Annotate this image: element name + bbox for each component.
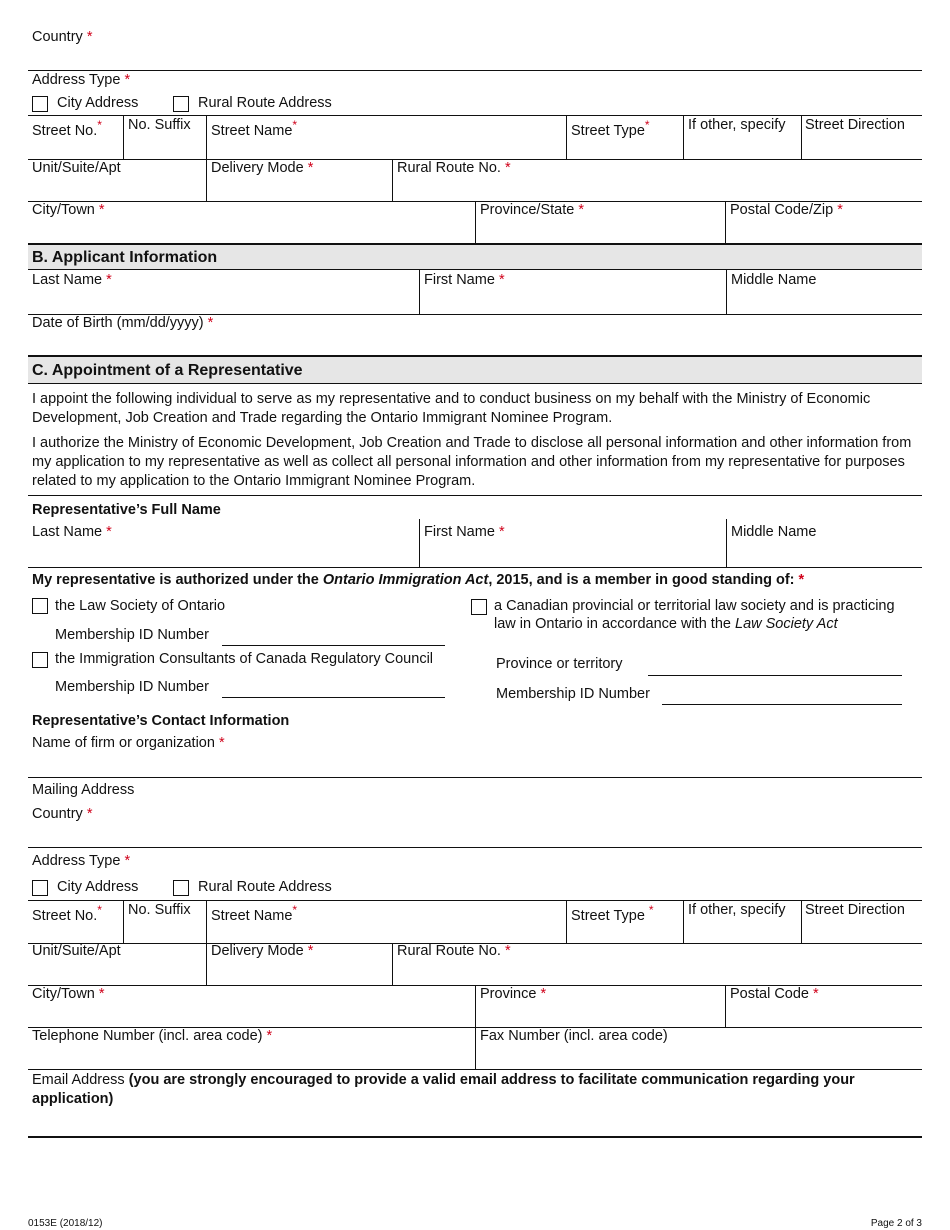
- divider: [392, 159, 393, 201]
- fax-input[interactable]: [480, 1047, 922, 1067]
- divider: [392, 943, 393, 985]
- membership-id-label: Membership ID Number: [496, 686, 650, 702]
- telephone-input[interactable]: [32, 1047, 474, 1067]
- street-no-input[interactable]: [32, 137, 124, 157]
- divider: [801, 900, 802, 943]
- rep-address-type-label: Address Type *: [32, 853, 131, 869]
- rep-unit-label: Unit/Suite/Apt: [32, 943, 121, 959]
- address-type-label: Address Type *: [32, 72, 131, 88]
- country-label: Country *: [32, 29, 93, 45]
- street-direction-label: Street Direction: [805, 117, 905, 133]
- appointment-paragraph: I appoint the following individual to serve as my representative and to conduct business on my behalf with the Ministry of Economic Development, Job Creation and Trade regarding the Ontario Immigrant Nominee Program.: [32, 391, 871, 426]
- divider: [419, 270, 420, 314]
- membership-id-label: Membership ID Number: [55, 627, 209, 643]
- rep-rural-route-address-checkbox[interactable]: [173, 880, 189, 896]
- rep-province-label: Province *: [480, 986, 547, 1002]
- divider: [28, 70, 922, 71]
- divider: [28, 567, 922, 568]
- divider: [566, 115, 567, 159]
- street-no-label: Street No.*: [32, 118, 102, 139]
- section-b-header: B. Applicant Information: [28, 243, 922, 270]
- rep-city-address-label: City Address: [57, 879, 139, 895]
- province-territory-line[interactable]: [648, 675, 902, 676]
- street-name-input[interactable]: [211, 137, 565, 157]
- if-other-label: If other, specify: [688, 117, 786, 133]
- divider: [28, 115, 922, 116]
- rep-contact-heading: Representative’s Contact Information: [32, 713, 290, 729]
- telephone-label: Telephone Number (incl. area code) *: [32, 1028, 273, 1044]
- divider: [725, 985, 726, 1027]
- iccrc-checkbox[interactable]: [32, 652, 48, 668]
- firm-name-label: Name of firm or organization *: [32, 735, 225, 751]
- rep-postal-code-label: Postal Code *: [730, 986, 819, 1002]
- rural-route-address-checkbox[interactable]: [173, 96, 189, 112]
- form-code: 0153E (2018/12): [28, 1218, 103, 1229]
- canadian-law-membership-id-line[interactable]: [662, 704, 902, 705]
- city-address-checkbox[interactable]: [32, 96, 48, 112]
- law-society-ontario-label: the Law Society of Ontario: [55, 598, 226, 614]
- iccrc-label: the Immigration Consultants of Canada Regulatory Council: [55, 651, 434, 667]
- divider: [725, 201, 726, 243]
- rep-full-name-heading: Representative’s Full Name: [32, 502, 221, 518]
- authorization-statement: My representative is authorized under the Ontario Immigration Act, 2015, and is a member in good standing of: *: [32, 572, 805, 588]
- rural-route-address-label: Rural Route Address: [198, 95, 332, 111]
- email-input[interactable]: [32, 1112, 916, 1134]
- rep-delivery-mode-label: Delivery Mode *: [211, 943, 314, 959]
- rep-middle-name-label: Middle Name: [731, 524, 817, 540]
- divider: [123, 900, 124, 943]
- dob-input[interactable]: [32, 334, 336, 354]
- page-number: Page 2 of 3: [870, 1218, 922, 1229]
- membership-id-label: Membership ID Number: [55, 679, 209, 695]
- rep-street-type-label: Street Type *: [571, 903, 654, 924]
- delivery-mode-label: Delivery Mode *: [211, 160, 314, 176]
- rep-first-name-label: First Name *: [424, 524, 505, 540]
- rep-country-input[interactable]: [32, 825, 916, 845]
- firm-name-input[interactable]: [32, 754, 916, 774]
- divider: [683, 900, 684, 943]
- fax-label: Fax Number (incl. area code): [480, 1028, 668, 1044]
- applicant-first-name-label: First Name *: [424, 272, 505, 288]
- rep-city-address-checkbox[interactable]: [32, 880, 48, 896]
- divider: [206, 115, 207, 201]
- rep-rural-route-address-label: Rural Route Address: [198, 879, 332, 895]
- dob-label: Date of Birth (mm/dd/yyyy) *: [32, 315, 214, 331]
- city-town-label: City/Town *: [32, 202, 105, 218]
- rural-route-no-label: Rural Route No. *: [397, 160, 511, 176]
- divider: [419, 519, 420, 567]
- canadian-law-society-checkbox[interactable]: [471, 599, 487, 615]
- divider: [801, 115, 802, 159]
- canadian-law-society-label: a Canadian provincial or territorial law society and is practicing law in Ontario in accordance with the Law Society Act: [494, 598, 895, 632]
- divider: [683, 115, 684, 159]
- divider: [28, 495, 922, 496]
- divider: [726, 519, 727, 567]
- street-name-label: Street Name*: [211, 118, 298, 139]
- rep-if-other-label: If other, specify: [688, 902, 786, 918]
- rep-city-town-label: City/Town *: [32, 986, 105, 1002]
- country-input[interactable]: [32, 48, 916, 70]
- divider: [475, 201, 476, 243]
- form-page: [28, 0, 922, 1230]
- province-state-label: Province/State *: [480, 202, 584, 218]
- iccrc-membership-id-line[interactable]: [222, 697, 445, 698]
- rep-no-suffix-label: No. Suffix: [128, 902, 191, 918]
- rep-street-no-label: Street No.*: [32, 903, 102, 924]
- divider: [726, 270, 727, 314]
- law-society-membership-id-line[interactable]: [222, 645, 445, 646]
- rep-street-name-label: Street Name*: [211, 903, 298, 924]
- section-c-header: C. Appointment of a Representative: [28, 355, 922, 384]
- divider: [28, 847, 922, 848]
- rep-country-label: Country *: [32, 806, 93, 822]
- divider: [28, 900, 922, 901]
- email-label: Email Address (you are strongly encouraged to provide a valid email address to facilitate communication regarding your application): [32, 1072, 855, 1107]
- applicant-middle-name-label: Middle Name: [731, 272, 817, 288]
- street-type-label: Street Type*: [571, 118, 650, 139]
- divider: [566, 900, 567, 943]
- unit-label: Unit/Suite/Apt: [32, 160, 121, 176]
- applicant-last-name-label: Last Name *: [32, 272, 112, 288]
- divider: [28, 777, 922, 778]
- rep-rural-route-no-label: Rural Route No. *: [397, 943, 511, 959]
- divider: [28, 1069, 922, 1070]
- rep-street-direction-label: Street Direction: [805, 902, 905, 918]
- rep-last-name-label: Last Name *: [32, 524, 112, 540]
- mailing-address-label: Mailing Address: [32, 782, 135, 798]
- divider: [28, 1136, 922, 1138]
- no-suffix-label: No. Suffix: [128, 117, 191, 133]
- postal-zip-label: Postal Code/Zip *: [730, 202, 843, 218]
- city-address-label: City Address: [57, 95, 139, 111]
- authorization-paragraph: I authorize the Ministry of Economic Development, Job Creation and Trade to disclose all personal information and other information from my application to my representative as well as collect all personal information and other information from my representative for purposes related to my application to the Ontario Immigrant Nominee Program.: [32, 435, 912, 489]
- province-territory-label: Province or territory: [496, 656, 623, 672]
- law-society-ontario-checkbox[interactable]: [32, 598, 48, 614]
